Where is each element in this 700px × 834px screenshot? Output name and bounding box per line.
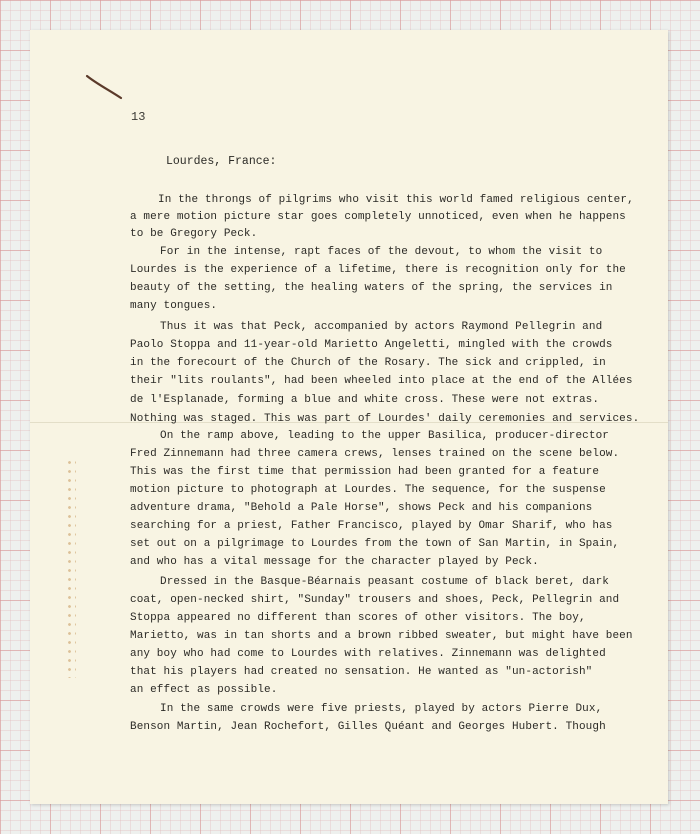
text-line: de l'Esplanade, forming a blue and white cross. These were not extras.	[130, 394, 600, 406]
text-line: coat, open-necked shirt, "Sunday" trousers and shoes, Peck, Pellegrin and	[130, 594, 620, 606]
text-line: Paolo Stoppa and 11-year-old Marietto Angeletti, mingled with the crowds	[130, 339, 613, 351]
text-line: motion picture to photograph at Lourdes. The sequence, for the suspense	[130, 484, 606, 496]
text-line: In the same crowds were five priests, played by actors Pierre Dux,	[160, 703, 603, 715]
text-line: beauty of the setting, the healing waters of the spring, the services in	[130, 282, 613, 294]
text-line: to be Gregory Peck.	[130, 228, 258, 240]
text-line: Fred Zinnemann had three camera crews, lenses trained on the scene below.	[130, 448, 620, 460]
text-line: For in the intense, rapt faces of the devout, to whom the visit to	[160, 246, 603, 258]
text-line: searching for a priest, Father Francisco, played by Omar Sharif, who has	[130, 520, 613, 532]
text-line: Dressed in the Basque-Béarnais peasant costume of black beret, dark	[160, 576, 609, 588]
text-line: any boy who had come to Lourdes with relatives. Zinnemann was delighted	[130, 648, 606, 660]
text-line: Lourdes is the experience of a lifetime, there is recognition only for the	[130, 264, 626, 276]
text-line: adventure drama, "Behold a Pale Horse", shows Peck and his companions	[130, 502, 593, 514]
paper-stain	[66, 458, 76, 678]
text-line: Stoppa appeared no different than scores of other visitors. The boy,	[130, 612, 586, 624]
text-line: Benson Martin, Jean Rochefort, Gilles Quéant and Georges Hubert. Though	[130, 721, 606, 733]
text-line: Thus it was that Peck, accompanied by actors Raymond Pellegrin and	[160, 321, 603, 333]
text-line: Marietto, was in tan shorts and a brown ribbed sweater, but might have been	[130, 630, 633, 642]
text-line: an effect as possible.	[130, 684, 278, 696]
page-number: 13	[131, 110, 146, 124]
text-line: This was the first time that permission had been granted for a feature	[130, 466, 600, 478]
text-line: many tongues.	[130, 300, 218, 312]
text-line: their "lits roulants", had been wheeled into place at the end of the Allées	[130, 375, 633, 387]
dateline-heading: Lourdes, France:	[166, 155, 277, 168]
text-line: a mere motion picture star goes completely unnoticed, even when he happens	[130, 211, 626, 223]
text-line: On the ramp above, leading to the upper Basilica, producer-director	[160, 430, 609, 442]
text-line: in the forecourt of the Church of the Rosary. The sick and crippled, in	[130, 357, 606, 369]
text-line: and who has a vital message for the character played by Peck.	[130, 556, 539, 568]
text-line: In the throngs of pilgrims who visit this world famed religious center,	[158, 194, 634, 206]
text-line: that his players had created no sensation. He wanted as "un-actorish"	[130, 666, 593, 678]
text-line: Nothing was staged. This was part of Lourdes' daily ceremonies and services.	[130, 413, 640, 425]
text-line: set out on a pilgrimage to Lourdes from the town of San Martin, in Spain,	[130, 538, 620, 550]
document-page	[30, 30, 668, 804]
